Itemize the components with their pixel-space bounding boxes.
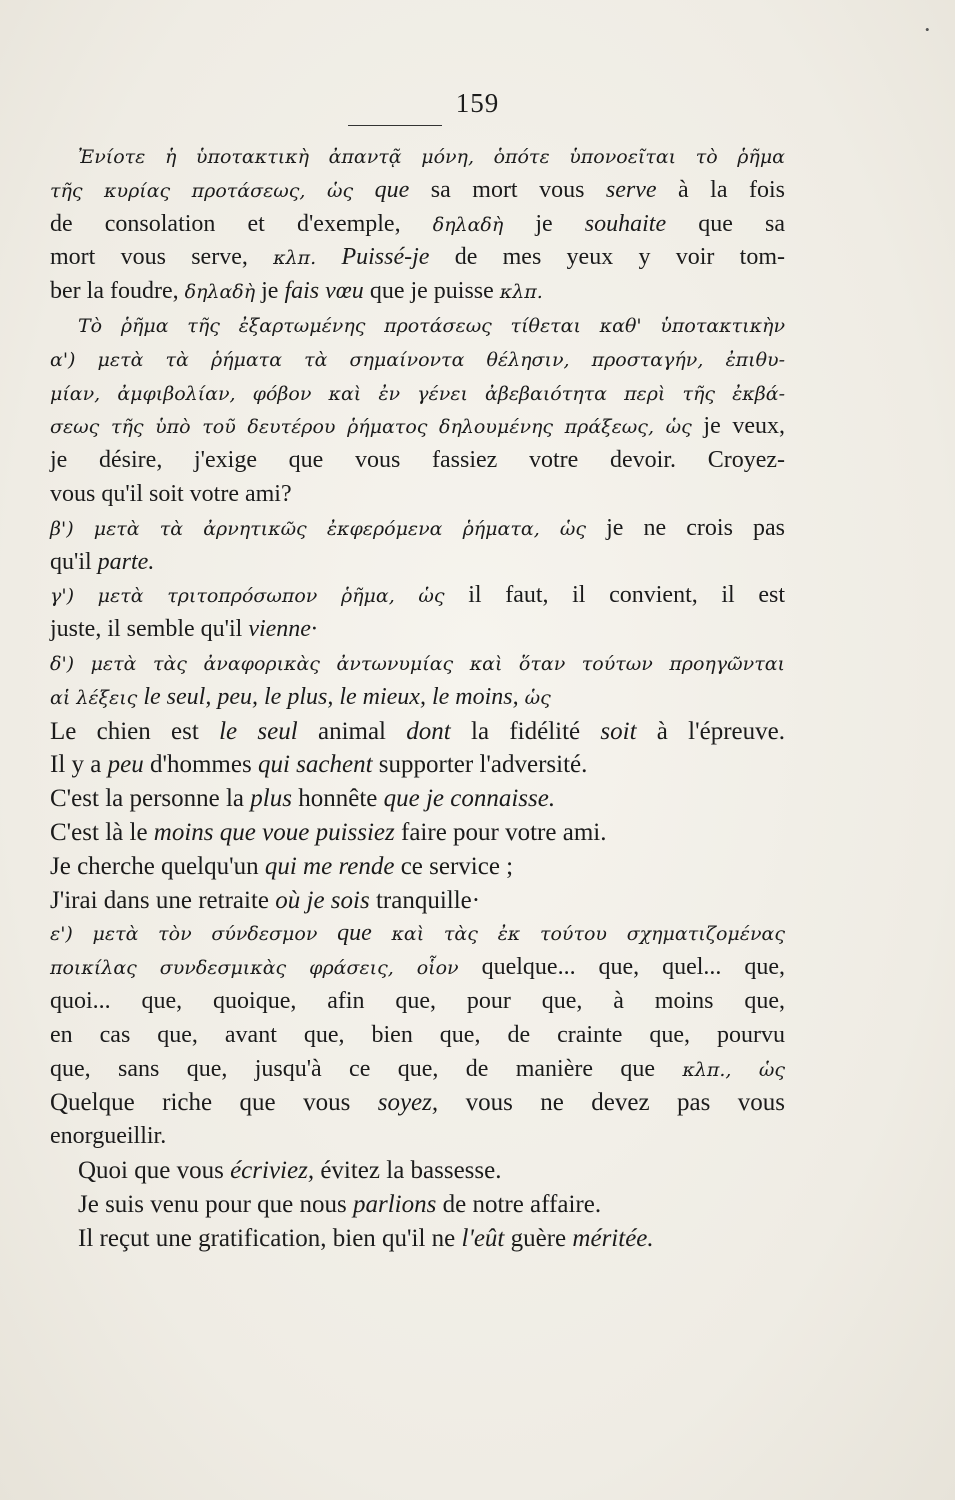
- text-line: [50, 343, 785, 377]
- french-text: à la fois: [656, 176, 785, 203]
- text-line: [50, 1019, 785, 1053]
- french-text: Je suis venu pour que nous: [78, 1190, 353, 1218]
- greek-text: Ἐνίοτε ἡ ὑποτακτικὴ ἀπαντᾷ μόνη, ὁπότε ὑπονοεῖται τὸ ῥῆμα: [78, 146, 785, 168]
- french-text: Il reçut une gratification, bien qu'il ne: [78, 1224, 462, 1252]
- text-line: [50, 1053, 785, 1087]
- text-line: [50, 208, 785, 242]
- greek-text: γ') μετὰ τριτοπρόσωπον ῥῆμα, ὡς: [50, 585, 469, 608]
- italic-example: méritée.: [572, 1224, 654, 1252]
- french-text: en cas que, avant que, bien que, de crainte que, pourvu: [50, 1021, 785, 1048]
- italic-example: soit: [600, 717, 637, 745]
- text-line: [50, 140, 785, 174]
- text-line: [50, 1154, 785, 1188]
- french-text: faire pour votre ami.: [394, 818, 607, 846]
- italic-example: écriviez,: [230, 1156, 315, 1184]
- text-line: [50, 782, 785, 816]
- body-text: [50, 140, 785, 1255]
- margin-mark: •: [925, 22, 930, 37]
- french-text: je ne crois pas: [606, 514, 785, 541]
- greek-text: σεως τῆς ὑπὸ τοῦ δευτέρου ῥήματος δηλουμένης πράξεως, ὡς: [50, 416, 704, 439]
- french-text: que, sans que, jusqu'à ce que, de manière que: [50, 1055, 683, 1082]
- french-text: vous ne devez pas vous: [438, 1089, 785, 1117]
- french-text: juste, il semble qu'il: [50, 616, 249, 643]
- italic-example: Puissé-je: [341, 244, 430, 271]
- greek-text: δηλαδὴ: [184, 281, 256, 304]
- text-line: [50, 444, 785, 478]
- french-text: je: [255, 278, 285, 305]
- italic-example: que: [337, 920, 372, 947]
- greek-text: καὶ τὰς ἐκ τούτου σχηματιζομένας: [371, 923, 786, 946]
- greek-text: ποικίλας συνδεσμικὰς φράσεις, οἷον: [50, 957, 482, 980]
- french-text: il faut, il convient, il est: [468, 582, 785, 609]
- text-line: [50, 174, 785, 208]
- french-text: guère: [504, 1224, 573, 1252]
- text-line: [50, 410, 785, 444]
- french-text: Quelque riche que vous: [50, 1089, 378, 1117]
- italic-example: fais vœu: [284, 278, 364, 305]
- french-text: supporter l'adversité.: [372, 751, 588, 779]
- french-text: je veux,: [703, 413, 785, 440]
- text-line: [50, 647, 785, 681]
- italic-example: dont: [406, 717, 451, 745]
- text-line: [50, 1086, 785, 1120]
- italic-example: le seul: [219, 717, 298, 745]
- french-text: d'hommes: [143, 751, 258, 779]
- french-text: évitez la bassesse.: [314, 1156, 502, 1184]
- french-text: sa mort vous: [409, 176, 606, 203]
- greek-text: Τὸ ῥῆμα τῆς ἐξαρτωμένης προτάσεως τίθεται καθ' ὑποτακτικὴν: [78, 314, 785, 337]
- french-text: de notre affaire.: [436, 1190, 602, 1218]
- italic-example: peu: [107, 751, 144, 779]
- text-line: [50, 613, 785, 647]
- french-text: que sa: [666, 210, 785, 237]
- text-line: [50, 884, 785, 918]
- french-text: animal: [297, 717, 407, 745]
- greek-text: α') μετὰ τὰ ῥήματα τὰ σημαίνοντα θέλησιν, προσταγήν, ἐπιθυ-: [50, 348, 785, 371]
- text-line: [50, 951, 785, 985]
- text-line: [50, 377, 785, 411]
- italic-example: parlions: [352, 1190, 437, 1218]
- french-text: la fidélité: [450, 717, 601, 745]
- italic-example: parte.: [97, 548, 155, 575]
- french-text: ber la foudre,: [50, 278, 185, 305]
- french-text: je: [503, 210, 585, 237]
- italic-example: serve: [605, 176, 657, 203]
- italic-example: le seul, peu, le plus, le mieux, le moins,: [143, 683, 519, 710]
- italic-example: que: [374, 176, 410, 203]
- italic-example: plus: [250, 785, 292, 813]
- text-line: [50, 816, 785, 850]
- greek-text: αἱ λέξεις: [50, 686, 144, 709]
- french-text: que je puisse: [363, 278, 500, 305]
- french-text: C'est là le: [50, 818, 154, 846]
- italic-example: souhaite: [584, 210, 667, 237]
- french-text: je désire, j'exige que vous fassiez votre devoir. Croyez-: [50, 447, 785, 474]
- text-line: [50, 681, 785, 715]
- text-line: [50, 985, 785, 1019]
- italic-example: où je sois: [275, 886, 370, 914]
- text-line: [50, 546, 785, 580]
- french-text: Il y a: [50, 751, 108, 779]
- italic-example: soyez,: [377, 1089, 439, 1117]
- french-text: mort vous serve,: [50, 244, 274, 271]
- french-text: à l'épreuve.: [636, 717, 785, 745]
- greek-text: ε') μετὰ τὸν σύνδεσμον: [50, 923, 338, 946]
- greek-text: ὡς: [731, 1058, 785, 1081]
- greek-text: κλπ.: [273, 247, 317, 270]
- french-text: de mes yeux y voir tom-: [429, 244, 786, 271]
- page-number: 159: [455, 88, 500, 118]
- italic-example: qui me rende: [264, 852, 395, 880]
- greek-text: κλπ.,: [682, 1058, 732, 1081]
- french-text: Quoi que vous: [78, 1156, 231, 1184]
- text-line: [50, 478, 785, 512]
- french-text: Je cherche quelqu'un: [50, 852, 265, 880]
- text-line: [50, 850, 785, 884]
- text-line: [50, 1188, 785, 1222]
- text-line: [50, 512, 785, 546]
- french-text: honnête: [291, 785, 384, 813]
- text-line: [50, 917, 785, 951]
- text-line: [50, 748, 785, 782]
- page-number-rule: [348, 125, 442, 126]
- italic-example: qui sachent: [257, 751, 373, 779]
- text-line: [50, 1222, 785, 1256]
- greek-text: δηλαδὴ: [432, 213, 504, 236]
- greek-text: μίαν, ἀμφιβολίαν, φόβον καὶ ἐν γένει ἀβεβαιότητα περὶ τῆς ἐκβά-: [50, 382, 785, 405]
- french-text: [316, 244, 341, 270]
- french-text: C'est la personne la: [50, 785, 251, 813]
- text-line: [50, 579, 785, 613]
- greek-text: β') μετὰ τὰ ἀρνητικῶς ἐκφερόμενα ῥήματα, ὡς: [50, 517, 607, 540]
- french-text: qu'il: [50, 548, 98, 575]
- italic-example: l'eût: [461, 1224, 505, 1252]
- french-text: ce service ;: [394, 852, 514, 880]
- french-text: quelque... que, quel... que,: [481, 954, 785, 981]
- italic-example: vienne·: [248, 616, 317, 643]
- text-line: [50, 1120, 785, 1154]
- french-text: vous qu'il soit votre ami?: [50, 480, 292, 507]
- text-line: [50, 241, 785, 275]
- italic-example: moins que voue puissiez: [153, 818, 395, 846]
- french-text: tranquille·: [369, 886, 481, 914]
- italic-example: que je connaisse.: [383, 785, 556, 813]
- greek-text: δ') μετὰ τὰς ἀναφορικὰς ἀντωνυμίας καὶ ὅταν τούτων προηγῶνται: [50, 652, 785, 675]
- text-line: [50, 309, 785, 343]
- french-text: J'irai dans une retraite: [50, 886, 276, 914]
- greek-text: τῆς κυρίας προτάσεως, ὡς: [50, 179, 375, 202]
- text-line: [50, 275, 785, 309]
- greek-text: ὡς: [518, 686, 551, 709]
- french-text: enorgueillir.: [50, 1123, 167, 1150]
- greek-text: κλπ.: [499, 281, 543, 304]
- french-text: quoi... que, quoique, afin que, pour que, à moins que,: [50, 987, 785, 1014]
- french-text: Le chien est: [50, 717, 220, 745]
- french-text: de consolation et d'exemple,: [50, 210, 433, 237]
- text-line: [50, 715, 785, 749]
